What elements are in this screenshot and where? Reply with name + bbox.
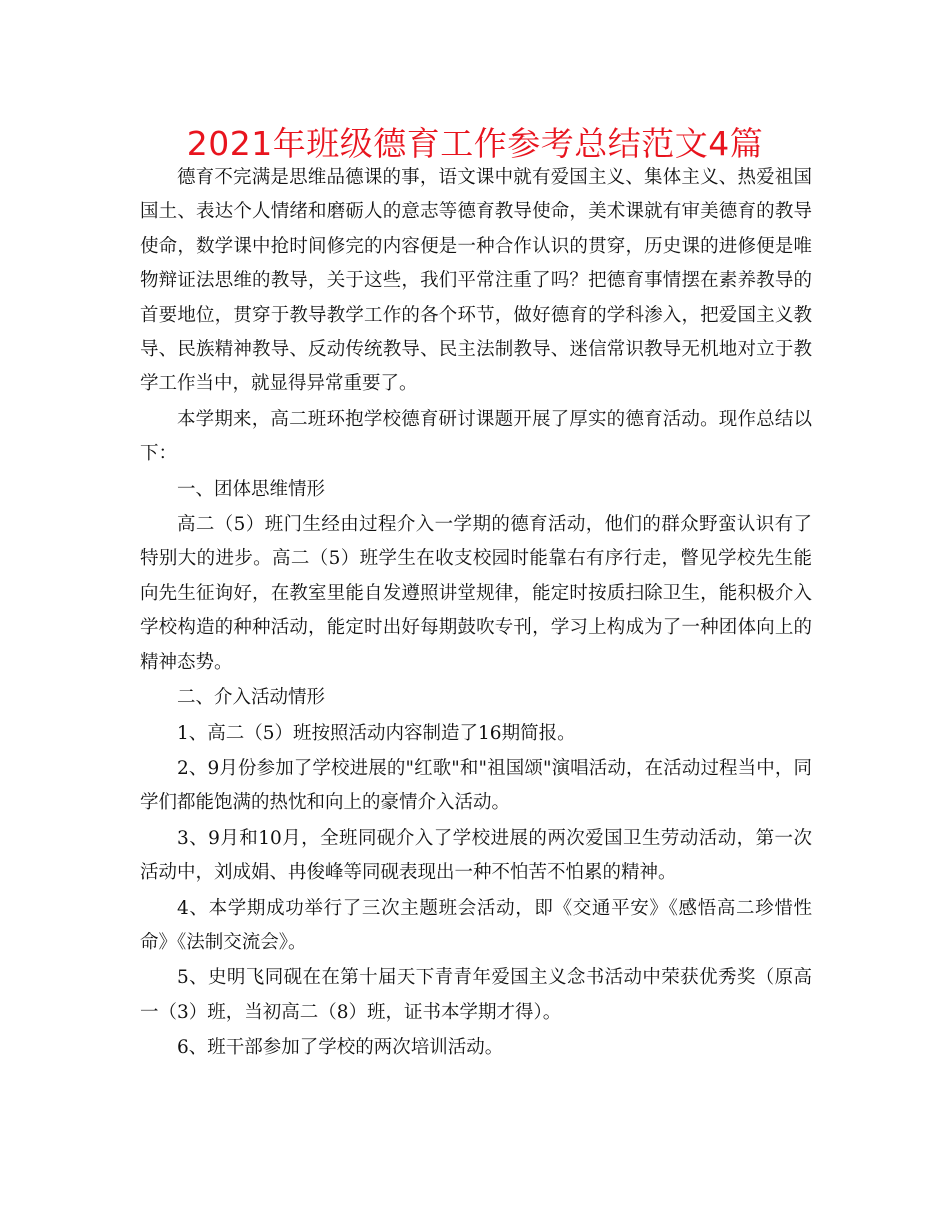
list-item-1: 1、高二（5）班按照活动内容制造了16期简报。: [177, 722, 576, 744]
document-body: [140, 161, 812, 1067]
section-heading-1: 一、团体思维情形: [177, 478, 326, 500]
paragraph-section-1: 高二（5）班门生经由过程介入一学期的德育活动，他们的群众野蛮认识有了特别大的进步。高二（5）班学生在收支校园时能靠右有序行走，瞥见学校先生能向先生征询好，在教室里能自发遵照讲堂规律，能定时按质扫除卫生，能积极介入学校构造的种种活动，能定时出好每期鼓吹专刊，学习上构成为了一种团体向上的精神态势。: [140, 514, 812, 673]
section-heading-2: 二、介入活动情形: [177, 687, 326, 709]
paragraph-summary-lead: 本学期来，高二班环抱学校德育研讨课题开展了厚实的德育活动。现作总结以下：: [140, 408, 812, 465]
list-item-4: 4、本学期成功举行了三次主题班会活动，即《交通平安》《感悟高二珍惜性命》《法制交流会》。: [140, 897, 812, 953]
list-item-3: 3、9月和10月，全班同砚介入了学校进展的两次爱国卫生劳动活动，第一次活动中，刘成娟、冉俊峰等同砚表现出一种不怕苦不怕累的精神。: [140, 827, 812, 884]
list-item-2: 2、9月份参加了学校进展的"红歌"和"祖国颂"演唱活动，在活动过程当中，同学们都能饱满的热忱和向上的豪情介入活动。: [140, 757, 812, 814]
list-item-5: 5、史明飞同砚在在第十届天下青青年爱国主义念书活动中荣获优秀奖（原高一（3）班，当初高二（8）班，证书本学期才得）。: [140, 967, 812, 1023]
list-item-6: 6、班干部参加了学校的两次培训活动。: [177, 1037, 504, 1059]
paragraph-intro: 德育不完满是思维品德课的事，语文课中就有爱国主义、集体主义、热爱祖国国土、表达个人情绪和磨砺人的意志等德育教导使命，美术课就有审美德育的教导使命，数学课中抢时间修完的内容便是一种合作认识的贯穿，历史课的进修便是唯物辩证法思维的教导，关于这些，我们平常注重了吗？把德育事情摆在素养教导的首要地位，贯穿于教导教学工作的各个环节，做好德育的学科渗入，把爱国主义教导、民族精神教导、反动传统教导、民主法制教导、迷信常识教导无机地对立于教学工作当中，就显得异常重要了。: [140, 167, 812, 395]
document-title: 2021年班级德育工作参考总结范文4篇: [186, 124, 764, 163]
